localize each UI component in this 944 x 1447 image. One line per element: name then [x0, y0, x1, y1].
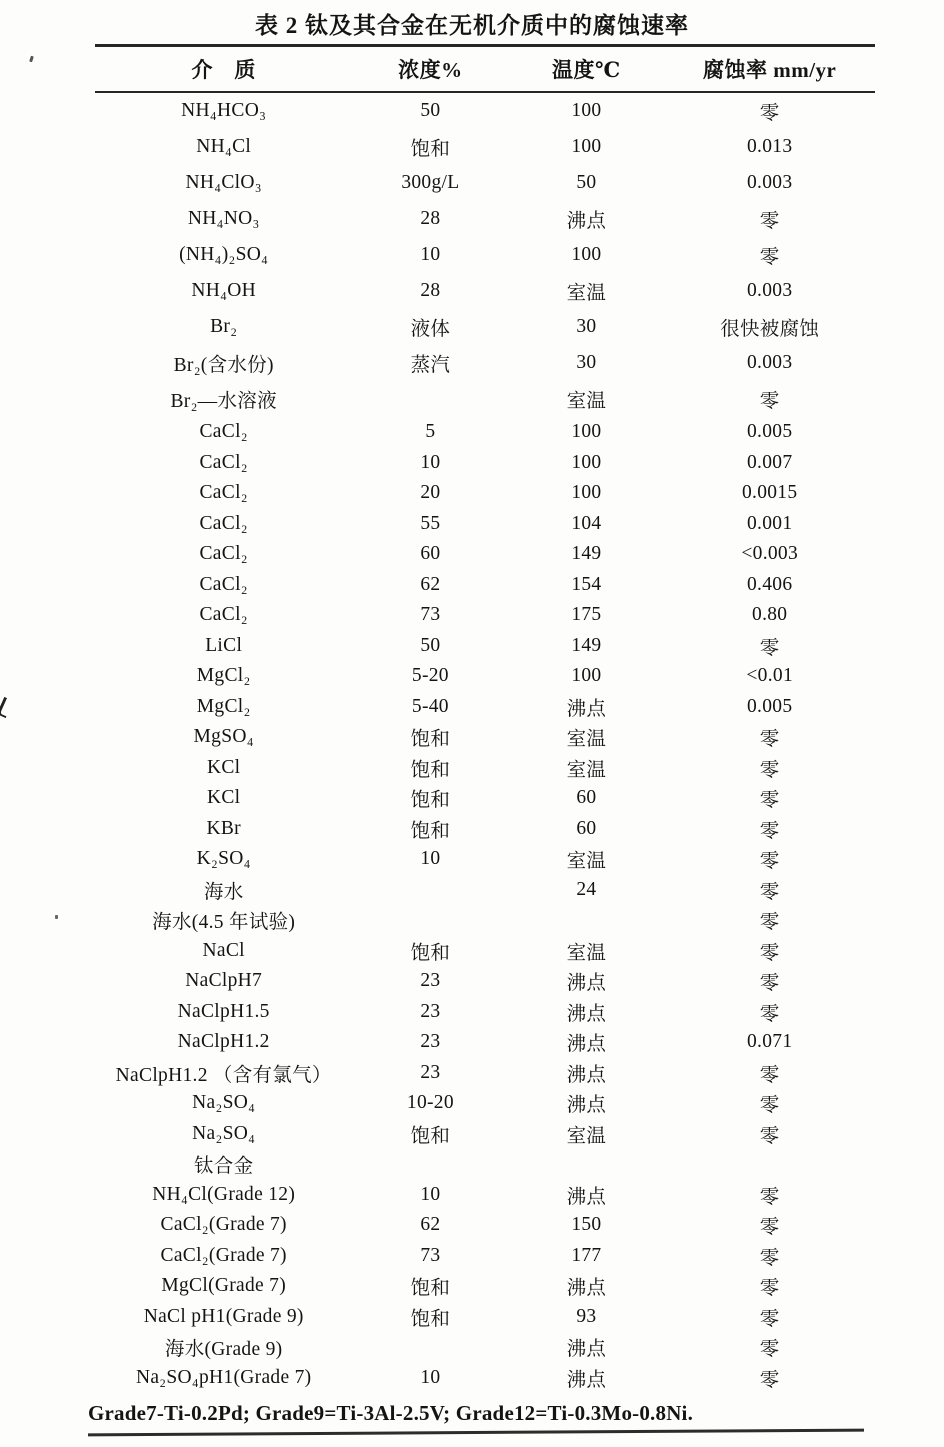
rate-cell: <0.01 — [746, 665, 793, 687]
scan-artifact — [0, 697, 13, 718]
concentration-cell: 饱和 — [410, 759, 451, 781]
table-row — [95, 201, 875, 237]
rate-cell: 0.005 — [747, 421, 793, 443]
rate-cell — [664, 1149, 875, 1180]
medium-cell: CaCl₂ — [199, 451, 248, 473]
table-row — [95, 345, 875, 381]
concentration-cell: 62 — [420, 1214, 441, 1236]
temperature-cell: 沸点 — [566, 1278, 607, 1300]
temperature-cell: 100 — [571, 665, 602, 687]
temperature-cell: 154 — [571, 573, 602, 595]
rate-cell: 0.003 — [747, 280, 793, 301]
medium-cell: 海水 — [203, 881, 244, 903]
concentration-cell: 300g/L — [401, 172, 460, 193]
medium-cell: Na₂SO₄ — [192, 1092, 256, 1114]
concentration-cell: 饱和 — [410, 139, 451, 160]
table-row — [95, 783, 875, 814]
concentration-cell: 蒸汽 — [410, 355, 451, 376]
concentration-cell: 饱和 — [410, 1125, 451, 1147]
medium-cell: NaClpH1.2 （含有氯气） — [115, 1064, 332, 1086]
medium-cell: NaClpH1.2 — [177, 1031, 270, 1053]
rate-cell: 零 — [759, 851, 780, 873]
rate-cell: 零 — [759, 1308, 780, 1330]
medium-cell: MgCl₂ — [196, 695, 251, 717]
temperature-cell: 沸点 — [566, 1034, 607, 1056]
grade-footnote: Grade7-Ti-0.2Pd; Grade9=Ti-3Al-2.5V; Grade12=Ti-0.3Mo-0.8Ni. — [88, 1401, 694, 1425]
rate-cell: 零 — [759, 211, 780, 232]
table-row — [95, 129, 875, 165]
temperature-cell: 室温 — [566, 851, 607, 873]
temperature-cell: 30 — [576, 352, 597, 373]
temperature-cell: 60 — [576, 787, 597, 809]
table-row — [95, 1119, 875, 1150]
temperature-cell: 100 — [571, 136, 602, 157]
rate-cell: 零 — [759, 973, 780, 995]
temperature-cell: 沸点 — [566, 1339, 607, 1361]
table-row — [95, 936, 875, 967]
temperature-cell: 沸点 — [566, 1003, 607, 1025]
temperature-cell: 24 — [576, 878, 597, 900]
rate-cell: 零 — [759, 1278, 780, 1300]
temperature-cell: 沸点 — [566, 1369, 607, 1391]
temperature-cell: 沸点 — [566, 1064, 607, 1086]
temperature-cell: 100 — [571, 451, 602, 473]
medium-cell: 海水(Grade 9) — [164, 1339, 283, 1361]
concentration-cell: 饱和 — [410, 729, 451, 751]
table-row — [95, 600, 875, 631]
table-row — [95, 722, 875, 753]
table-row — [95, 509, 875, 540]
concentration-cell: 73 — [420, 1244, 441, 1266]
table-row — [95, 539, 875, 570]
temperature-cell: 沸点 — [566, 973, 607, 995]
concentration-cell: 20 — [420, 482, 441, 504]
medium-cell: NH₄Cl(Grade 12) — [152, 1183, 296, 1205]
concentration-cell: 73 — [420, 604, 441, 626]
rate-cell: 0.0015 — [741, 482, 798, 504]
table-row — [95, 1332, 875, 1363]
medium-cell: MgCl₂ — [196, 665, 251, 687]
rate-cell: 零 — [759, 912, 780, 934]
concentration-cell — [352, 1149, 508, 1180]
table-row — [95, 753, 875, 784]
medium-cell: LiCl — [205, 634, 243, 656]
concentration-cell: 23 — [420, 1031, 441, 1053]
table-row — [95, 1180, 875, 1211]
temperature-cell: 104 — [571, 512, 602, 534]
medium-cell: MgSO₄ — [193, 726, 254, 748]
medium-cell: NaClpH1.5 — [177, 1000, 270, 1022]
table-row — [95, 844, 875, 875]
temperature-cell: 175 — [571, 604, 602, 626]
concentration-cell: 10-20 — [406, 1092, 454, 1114]
concentration-cell: 60 — [420, 543, 441, 565]
medium-cell: Br₂—水溶液 — [170, 391, 277, 412]
medium-cell: 海水(4.5 年试验) — [152, 912, 296, 934]
medium-cell: NH₄NO₃ — [187, 208, 260, 229]
concentration-cell: 23 — [420, 1000, 441, 1022]
concentration-cell: 55 — [420, 512, 441, 534]
concentration-cell: 10 — [420, 451, 441, 473]
header-temperature: 温度℃ — [508, 46, 664, 93]
concentration-cell: 饱和 — [410, 1278, 451, 1300]
temperature-cell: 177 — [571, 1244, 602, 1266]
medium-cell: CaCl₂(Grade 7) — [160, 1244, 287, 1266]
temperature-cell: 100 — [571, 421, 602, 443]
temperature-cell: 室温 — [566, 729, 607, 751]
concentration-cell: 50 — [420, 100, 441, 121]
medium-cell: Br₂(含水份) — [173, 355, 274, 376]
table-row — [95, 273, 875, 309]
temperature-cell: 室温 — [566, 391, 607, 412]
table-section-row — [95, 1149, 875, 1180]
rate-cell: 零 — [759, 1247, 780, 1269]
rate-cell: 零 — [759, 1217, 780, 1239]
scan-artifact — [29, 56, 34, 63]
rate-cell: 零 — [759, 1095, 780, 1117]
temperature-cell: 室温 — [566, 942, 607, 964]
temperature-cell — [508, 1149, 664, 1180]
table-row — [95, 1088, 875, 1119]
concentration-cell: 23 — [420, 970, 441, 992]
medium-cell: CaCl₂(Grade 7) — [160, 1214, 287, 1236]
rate-cell: 零 — [759, 729, 780, 751]
concentration-cell: 62 — [420, 573, 441, 595]
concentration-cell: 28 — [420, 280, 441, 301]
medium-cell: 钛合金 — [193, 1156, 254, 1178]
medium-cell: KBr — [206, 817, 241, 839]
header-medium: 介 质 — [95, 46, 352, 93]
medium-cell: NH₄OH — [191, 280, 257, 301]
concentration-cell: 饱和 — [410, 942, 451, 964]
concentration-cell: 5-40 — [411, 695, 449, 717]
rate-cell: 零 — [759, 1125, 780, 1147]
temperature-cell: 150 — [571, 1214, 602, 1236]
rate-cell: 零 — [759, 103, 780, 124]
rate-cell: 零 — [759, 820, 780, 842]
table-title: 表 2 钛及其合金在无机介质中的腐蚀速率 — [255, 13, 689, 38]
rate-cell: 0.007 — [747, 451, 793, 473]
medium-cell: MgCl(Grade 7) — [161, 1275, 287, 1297]
table-row — [95, 966, 875, 997]
concentration-cell: 液体 — [410, 319, 451, 340]
medium-cell: NH₄HCO₃ — [181, 100, 267, 121]
rate-cell: 0.003 — [747, 172, 793, 193]
temperature-cell: 沸点 — [566, 698, 607, 720]
concentration-cell: 5 — [425, 421, 436, 443]
rate-cell: 0.005 — [747, 695, 793, 717]
medium-cell: NH₄Cl — [196, 136, 252, 157]
temperature-cell: 室温 — [566, 759, 607, 781]
concentration-cell: 28 — [420, 208, 441, 229]
temperature-cell: 149 — [571, 543, 602, 565]
medium-cell: NaCl — [202, 939, 245, 961]
rate-cell: 零 — [759, 1186, 780, 1208]
medium-cell: CaCl₂ — [199, 482, 248, 504]
temperature-cell: 60 — [576, 817, 597, 839]
temperature-cell: 100 — [571, 482, 602, 504]
medium-cell: CaCl₂ — [199, 543, 248, 565]
concentration-cell: 10 — [420, 244, 441, 265]
table-row — [95, 1027, 875, 1058]
temperature-cell — [508, 905, 664, 936]
rate-cell: 0.406 — [747, 573, 793, 595]
medium-cell: Na₂SO₄ — [192, 1122, 256, 1144]
table-body — [95, 92, 875, 1393]
table-row — [95, 875, 875, 906]
medium-cell: CaCl₂ — [199, 604, 248, 626]
medium-cell: NH₄ClO₃ — [185, 172, 262, 193]
table-row — [95, 237, 875, 273]
table-row — [95, 381, 875, 417]
table-header-row — [95, 46, 875, 93]
concentration-cell: 10 — [420, 848, 441, 870]
medium-cell: (NH₄)₂SO₄ — [179, 244, 269, 265]
table-row — [95, 309, 875, 345]
concentration-cell: 23 — [420, 1061, 441, 1083]
rate-cell: 0.071 — [747, 1031, 793, 1053]
table-row — [95, 1271, 875, 1302]
concentration-cell: 饱和 — [410, 790, 451, 812]
table-row — [95, 692, 875, 723]
corrosion-table-wrap — [95, 44, 875, 1393]
temperature-cell: 沸点 — [566, 1186, 607, 1208]
concentration-cell: 饱和 — [410, 820, 451, 842]
rate-cell: 0.001 — [747, 512, 793, 534]
temperature-cell: 沸点 — [566, 1095, 607, 1117]
rate-cell: 零 — [759, 1003, 780, 1025]
header-concentration: 浓度% — [352, 46, 508, 93]
concentration-cell — [352, 1332, 508, 1363]
medium-cell: KCl — [206, 756, 241, 778]
table-row — [95, 1241, 875, 1272]
medium-cell: NaClpH7 — [185, 970, 263, 992]
temperature-cell: 室温 — [566, 1125, 607, 1147]
rate-cell: 零 — [759, 1369, 780, 1391]
rate-cell: 零 — [759, 790, 780, 812]
temperature-cell: 93 — [576, 1305, 597, 1327]
medium-cell: CaCl₂ — [199, 573, 248, 595]
temperature-cell: 50 — [576, 172, 597, 193]
temperature-cell: 沸点 — [566, 211, 607, 232]
table-row — [95, 165, 875, 201]
concentration-cell: 10 — [420, 1183, 441, 1205]
temperature-cell: 100 — [571, 244, 602, 265]
medium-cell: CaCl₂ — [199, 421, 248, 443]
medium-cell: K₂SO₄ — [196, 848, 251, 870]
rate-cell: 0.003 — [747, 352, 793, 373]
temperature-cell: 149 — [571, 634, 602, 656]
medium-cell: CaCl₂ — [199, 512, 248, 534]
table-row — [95, 478, 875, 509]
table-row — [95, 92, 875, 129]
concentration-cell: 50 — [420, 634, 441, 656]
header-corrosion-rate: 腐蚀率 mm/yr — [664, 46, 875, 93]
rate-cell: 很快被腐蚀 — [720, 319, 820, 340]
concentration-cell — [352, 381, 508, 417]
temperature-cell: 室温 — [566, 283, 607, 304]
rate-cell: 零 — [759, 759, 780, 781]
rate-cell: 零 — [759, 881, 780, 903]
rate-cell: 0.013 — [747, 136, 793, 157]
table-row — [95, 1363, 875, 1394]
scan-artifact — [55, 915, 58, 919]
rate-cell: 零 — [759, 247, 780, 268]
table-row — [95, 417, 875, 448]
corrosion-rate-table — [95, 44, 875, 1393]
table-row — [95, 448, 875, 479]
rate-cell: 0.80 — [752, 604, 788, 626]
rate-cell: 零 — [759, 942, 780, 964]
medium-cell: Na₂SO₄pH1(Grade 7) — [135, 1366, 312, 1388]
table-row — [95, 1302, 875, 1333]
table-row — [95, 1058, 875, 1089]
table-row — [95, 905, 875, 936]
table-row — [95, 661, 875, 692]
rate-cell: 零 — [759, 1339, 780, 1361]
table-row — [95, 570, 875, 601]
concentration-cell: 10 — [420, 1366, 441, 1388]
temperature-cell: 30 — [576, 316, 597, 337]
medium-cell: KCl — [206, 787, 241, 809]
table-row — [95, 997, 875, 1028]
medium-cell: NaCl pH1(Grade 9) — [143, 1305, 304, 1327]
rate-cell: 零 — [759, 1064, 780, 1086]
rate-cell: 零 — [759, 637, 780, 659]
table-row — [95, 1210, 875, 1241]
rate-cell: <0.003 — [741, 543, 799, 565]
table-row — [95, 631, 875, 662]
table-row — [95, 814, 875, 845]
rate-cell: 零 — [759, 391, 780, 412]
concentration-cell — [352, 875, 508, 906]
concentration-cell — [352, 905, 508, 936]
temperature-cell: 100 — [571, 100, 602, 121]
concentration-cell: 饱和 — [410, 1308, 451, 1330]
medium-cell: Br₂ — [210, 316, 238, 337]
table-bottom-rule — [88, 1429, 864, 1437]
concentration-cell: 5-20 — [411, 665, 449, 687]
